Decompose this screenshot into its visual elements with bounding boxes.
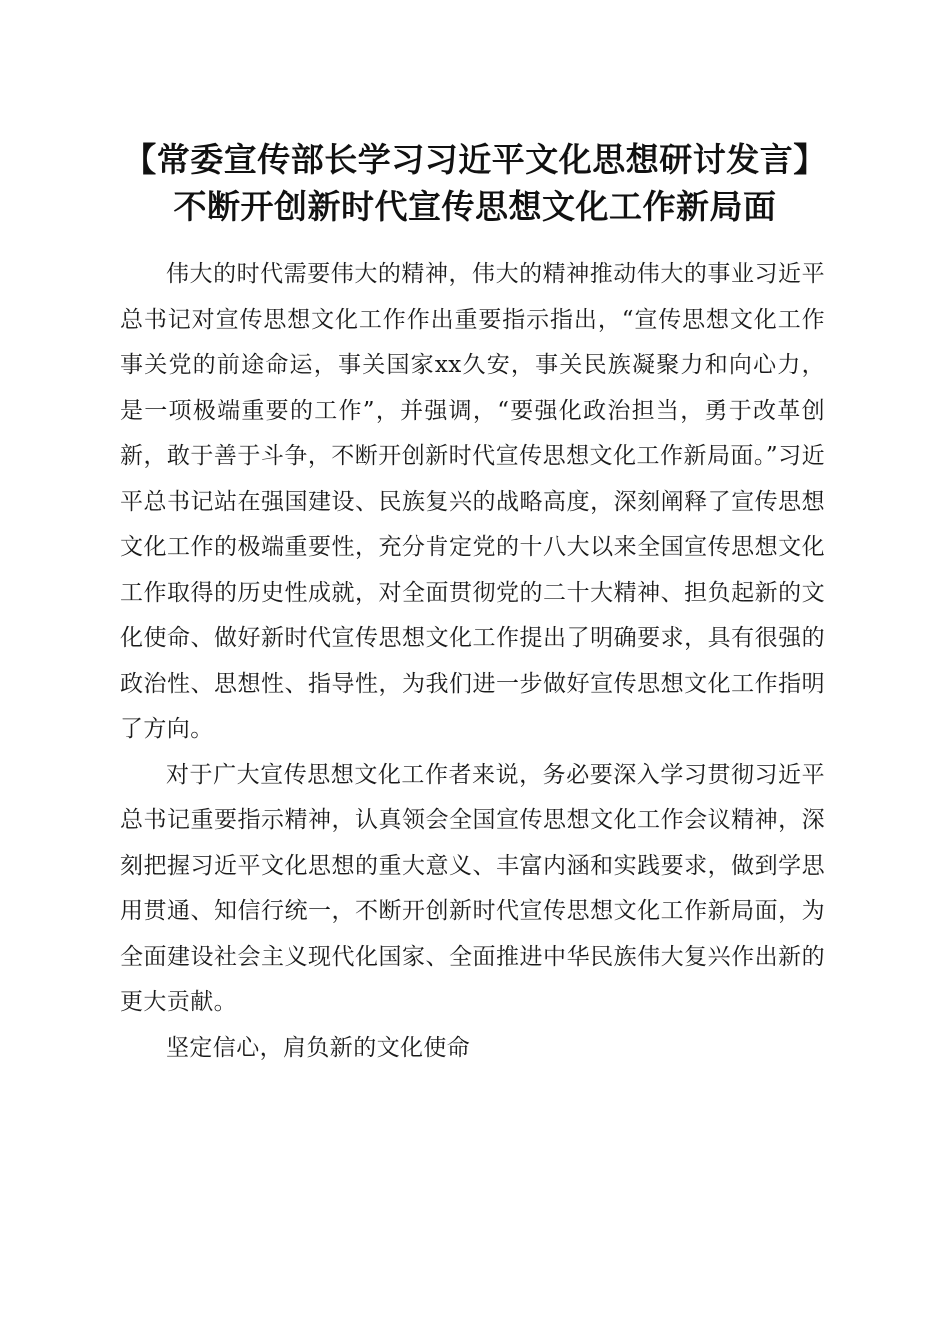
section-heading-confidence: 坚定信心，肩负新的文化使命	[166, 1034, 471, 1061]
paragraph-requirement: 对于广大宣传思想文化工作者来说，务必要深入学习贯彻习近平总书记重要指示精神，认真领会全国宣传思想文化工作会议精神，深刻把握习近平文化思想的重大意义、丰富内涵和实践要求，做到学思用贯通、知信行统一，不断开创新时代宣传思想文化工作新局面，为全面建设社会主义现代化国家、全面推进中华民族伟大复兴作出新的更大贡献。	[120, 761, 825, 1015]
paragraph-intro: 伟大的时代需要伟大的精神，伟大的精神推动伟大的事业习近平总书记对宣传思想文化工作作出重要指示指出，“宣传思想文化工作事关党的前途命运，事关国家xx久安，事关民族凝聚力和向心力，是一项极端重要的工作”，并强调，“要强化政治担当，勇于改革创新，敢于善于斗争，不断开创新时代宣传思想文化工作新局面。”习近平总书记站在强国建设、民族复兴的战略高度，深刻阐释了宣传思想文化工作的极端重要性，充分肯定党的十八大以来全国宣传思想文化工作取得的历史性成就，对全面贯彻党的二十大精神、担负起新的文化使命、做好新时代宣传思想文化工作提出了明确要求，具有很强的政治性、思想性、指导性，为我们进一步做好宣传思想文化工作指明了方向。	[120, 261, 825, 742]
document-body	[120, 252, 825, 1071]
document-title: 【常委宣传部长学习习近平文化思想研讨发言】不断开创新时代宣传思想文化工作新局面	[123, 140, 827, 226]
